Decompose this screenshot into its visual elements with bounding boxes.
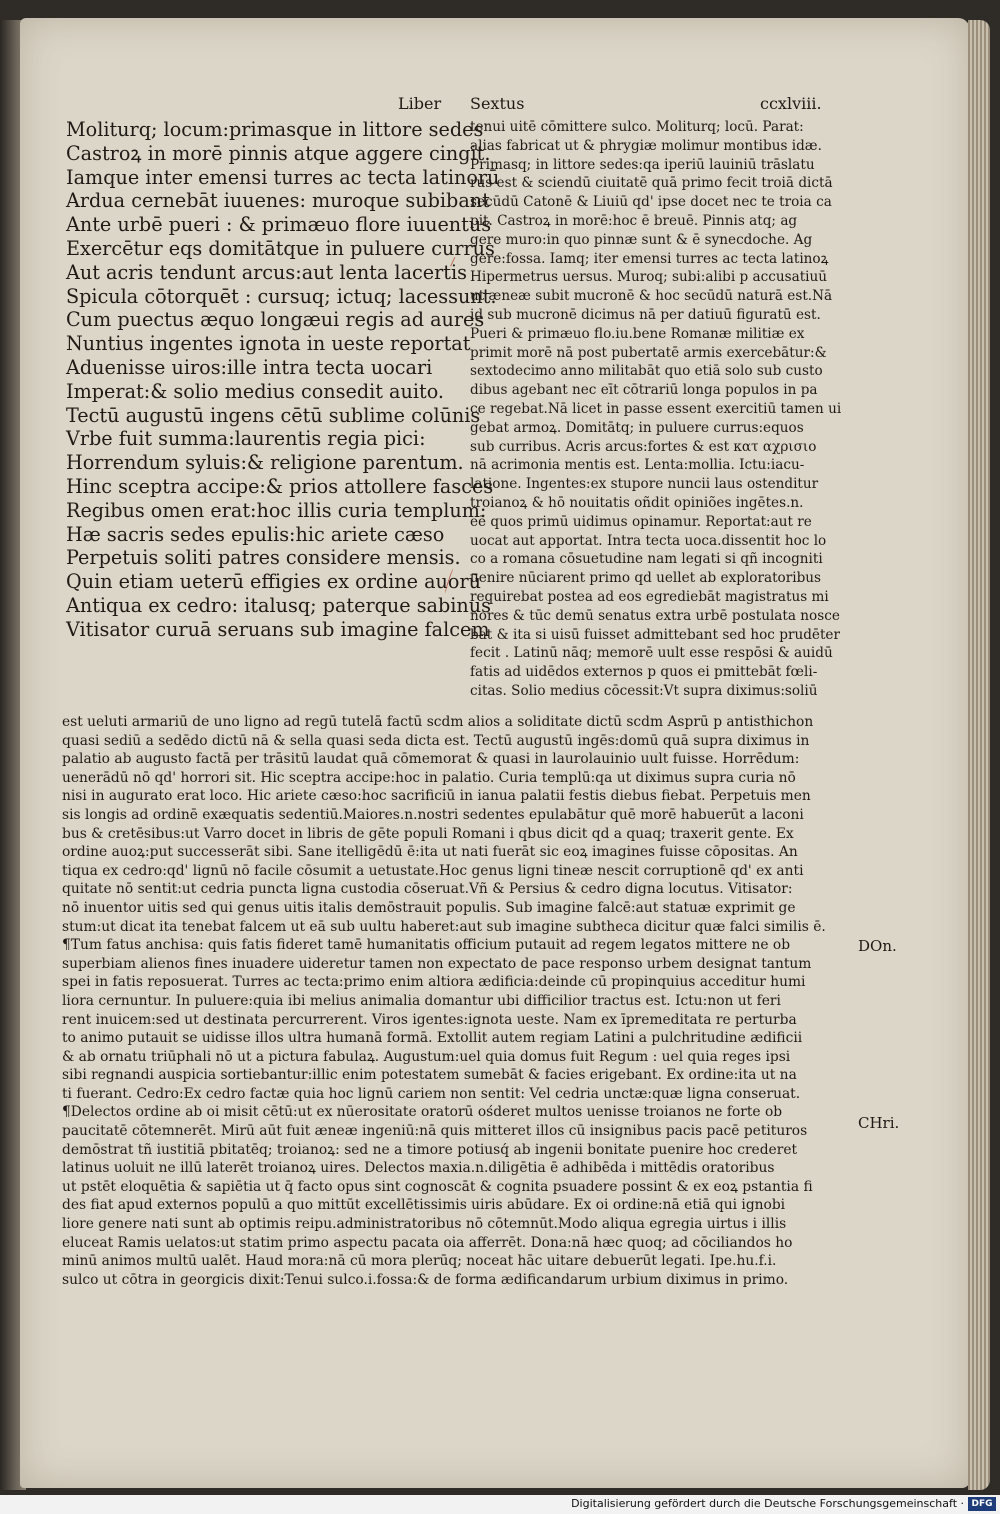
commentary-line: Hipermetrus uersus. Muroq; subi:alibi p accusatiuū — [470, 269, 828, 286]
commentary-line: gere:fossa. Iamq; iter emensi turres ac tecta latinoꝝ — [470, 250, 829, 267]
commentary-line: bat & ita si uisū fuisset admittebant sed hoc prudēter — [470, 626, 840, 643]
verse-line: Spicula cōtorquēt : cursuq; ictuq; lacessunt. — [66, 284, 497, 308]
commentary-line: citas. Solio medius cōcessit:Vt supra diximus:soliū — [470, 682, 818, 699]
commentary-line: rus est & sciendū ciuitatē quā primo fecit troiā dictā — [470, 175, 833, 192]
commentary-line: ut pstēt eloquētia & sapiētia ut q̄ facto opus sint cognoscāt & cognita psuadere possint & ex eoꝝ pstantia fi — [62, 1178, 813, 1195]
commentary-line: secūdū Catonē & Liuiū qd' ipse docet nec te troia ca — [470, 194, 832, 211]
folio-number: ccxlviii. — [760, 94, 822, 113]
verse-line: Antiqua ex cedro: italusq; paterque sabinus — [66, 593, 491, 617]
commentary-line: nā acrimonia mentis est. Lenta:mollia. Ictu:iacu- — [470, 457, 805, 474]
verse-line: Imperat:& solio medius consedit auito. — [66, 379, 445, 403]
commentary-line: liore genere nati sunt ab optimis reipu.administratoribus nō cōtemnūt.Modo aliqua egregia uirtus i illis — [62, 1216, 787, 1233]
commentary-line: uenerādū nō qd' horrori sit. Hic sceptra accipe:hoc in palatio. Curia templū:qa ut diximus supra curia nō — [62, 769, 796, 786]
commentary-line: quasi sediū a sedēdo dictū nā & sella quasi seda dicta est. Tectū augustū ingēs:domū quā supra diximus in — [62, 732, 810, 749]
commentary-line: demōstrat tñ iustitiā pbitatēq; troianoꝝ: sed ne a timore potiusq́ ab ingenii bonitate puenire hoc crederet — [62, 1141, 798, 1158]
verse-line: Hæ sacris sedes epulis:hic ariete cæso — [66, 522, 445, 546]
footer-credit: Digitalisierung gefördert durch die Deutsche Forschungsgemeinschaft · — [571, 1497, 964, 1510]
verse-line: Perpetuis soliti patres considere mensis. — [66, 546, 461, 570]
verse-line: Castroꝝ in morē pinnis atque aggere cingit. — [66, 141, 491, 165]
commentary-line: fecit . Latinū nāq; memorē uult esse respōsi & auidū — [470, 645, 833, 662]
commentary-line: sub curribus. Acris arcus:fortes & est κατ αχρισιο — [470, 438, 817, 455]
verse-line: Exercētur eqs domitātque in puluere currus — [66, 236, 495, 260]
verse-line: Vitisator curuā seruans sub imagine falcem — [66, 617, 490, 641]
verse-line: Iamque inter emensi turres ac tecta latinorū — [66, 165, 500, 189]
commentary-line: superbiam alienos fines inuadere uideretur tamen non expectato de pace responso urbem designat tantum — [62, 955, 812, 972]
commentary-line: sextodecimo anno militabāt quo etiā solo sub custo — [470, 363, 823, 380]
commentary-line: to animo putauit se uidisse illos ultra humanā formā. Extollit autem regiam Latini a pulchritudine ædificii — [62, 1030, 803, 1047]
commentary-line: primit morē nā post pubertatē armis exercebātur:& — [470, 344, 827, 361]
commentary-line: Pueri & primæuo flo.iu.bene Romanæ militiæ ex — [470, 325, 805, 342]
commentary-line: ti fuerant. Cedro:Ex cedro factæ quia hoc lignū cariem non sentit: Vel cedria unctæ:quæ ligna conseruat. — [62, 1085, 801, 1102]
running-head-sextus: Sextus — [470, 94, 525, 113]
verse-line: Ante urbē pueri : & primæuo flore iuuentus — [66, 213, 492, 237]
commentary-line: est ueluti armariū de uno ligno ad regū tutelā factū scdm alios a soliditate dictū scdm Asprū p antisthichon — [62, 714, 814, 730]
margin-note-chri: CHri. — [858, 1114, 900, 1132]
dfg-logo: DFG — [968, 1497, 996, 1511]
verse-line: Tectū augustū ingens cētū sublime colūnis — [66, 403, 481, 427]
verse-line: Quin etiam ueterū effigies ex ordine auorū — [66, 570, 481, 594]
commentary-line: co a romana cōsuetudine nam legati si qñ incogniti — [470, 551, 823, 568]
footer-bar — [0, 1495, 1000, 1514]
commentary-line: Primasq; in littore sedes:qa iperiū lauiniū trāslatu — [470, 156, 815, 173]
verse-line: Vrbe fuit summa:laurentis regia pici: — [66, 427, 426, 451]
commentary-line: sibi regnandi auspicia sortiebantur:illic enim potestatem sumebāt & facies erigebant. Ex ordine:ita ut na — [62, 1067, 797, 1084]
verse-line: Aut acris tendunt arcus:aut lenta lacertis — [66, 260, 467, 284]
commentary-column-top — [470, 118, 850, 701]
commentary-line: requirebat postea ad eos egrediebāt magistratus mi — [470, 588, 829, 605]
commentary-line: ce regebat.Nā licet in passe essent exercitiū tamen ui — [470, 400, 842, 417]
commentary-line: latinus uoluit ne illū laterēt troianoꝝ uires. Delectos maxia.n.diligētia ē adhibēda i mittēdis oratoribus — [62, 1160, 775, 1177]
commentary-line: spei in fatis reposuerat. Turres ac tecta:primo enim altiora ædificia:deinde cū propinquius acceditur humi — [62, 974, 806, 991]
commentary-line: nō inuentor uitis sed qui genus uitis italis demōstrauit populis. Sub imagine falcē:aut statuæ exprimit ge — [62, 899, 796, 916]
commentary-full-width — [62, 713, 862, 1289]
verse-column — [66, 118, 500, 642]
commentary-line: nisi in augurato erat loco. Hic ariete cæso:hoc sacrificiū in ianua palatii festis diebus fiebat. Perpetuis men — [62, 788, 811, 805]
page-edges — [968, 20, 990, 1490]
commentary-line: ¶Tum fatus anchisa: quis fatis fideret tamē humanitatis officium putauit ad regem legatos mittere ne ob — [62, 937, 791, 954]
commentary-line: bus & cretēsibus:ut Varro docet in libris de gēte populi Romani i qbus dicit qd a quaq; traxerit gente. Ex — [62, 825, 794, 842]
verse-line: Cum puectus æquo longæui regis ad aures — [66, 308, 485, 332]
verse-line: Nuntius ingentes ignota in ueste reportat — [66, 332, 471, 356]
verse-line: Ardua cernebāt iuuenes: muroque subibant — [66, 189, 490, 213]
commentary-line: minū animos multū ualēt. Haud mora:nā cū mora plerūq; noceat hāc uitare debuerūt legati. Ipe.hu.f.i. — [62, 1253, 777, 1270]
commentary-line: alias fabricat ut & phrygiæ molimur montibus idæ. — [470, 137, 822, 154]
commentary-line: des fiat apud externos populū a quo mittūt excellētissimis uiris abūdare. Ex oi ordine:nā etiā qui ignobi — [62, 1197, 786, 1214]
commentary-line: gere muro:in quo pinnæ sunt & ē synecdoche. Ag — [470, 231, 813, 248]
commentary-line: ¶Delectos ordine ab oi misit cētū:ut ex nūerositate oratorū ośderet multos uenisse troianos ne forte ob — [62, 1104, 783, 1121]
commentary-line: uocat aut apportat. Intra tecta uoca.dissentit hoc lo — [470, 532, 827, 549]
verse-line: Hinc sceptra accipe:& prios attollere fasces — [66, 474, 494, 498]
running-head-liber: Liber — [398, 94, 442, 113]
commentary-line: liora cernuntur. In puluere:quia ibi melius animalia domantur ubi difficilior tractus est. Ictu:non ut feri — [62, 992, 781, 1009]
commentary-line: troianoꝝ & hō nouitatis oñdit opiniões ingētes.n. — [470, 494, 804, 511]
verse-line: Moliturq; locum:primasque in littore sedes — [66, 118, 484, 141]
commentary-line: nores & tūc demū senatus extra urbē postulata nosce — [470, 607, 840, 624]
commentary-line: ordine auoꝝ:put successerāt sibi. Sane itelligēdū ē:ita ut nati fuerāt sic eoꝝ imagines fuisse cōpositas. An — [62, 844, 798, 861]
commentary-line: sulco ut cōtra in georgicis dixit:Tenui sulco.i.fossa:& de forma ædificandarum urbium diximus in primo. — [62, 1271, 789, 1288]
commentary-line: rent inuicem:sed ut destinata percurrerent. Viros igentes:ignota ueste. Nam ex īpremeditata re perturba — [62, 1011, 797, 1028]
verse-line: Aduenisse uiros:ille intra tecta uocari — [66, 355, 433, 379]
commentary-line: ut æneæ subit mucronē & hoc secūdū naturā est.Nā — [470, 288, 833, 305]
commentary-line: fatis ad uidēdos externos p quos ei pmittebāt fœli- — [470, 664, 818, 681]
commentary-line: dibus agebant nec eīt cōtrariū longa populos in pa — [470, 382, 818, 399]
commentary-line: eluceat Ramis uelatos:ut statim primo aspectu pacata oia afferrēt. Dona:nā hæc quoq; ad cōciliandos ho — [62, 1234, 793, 1251]
margin-note-don: DOn. — [858, 937, 897, 955]
commentary-line: gebat armoꝝ. Domitātq; in puluere currus:equos — [470, 419, 804, 436]
verse-line: Horrendum syluis:& religione parentum. — [66, 451, 464, 475]
commentary-line: palatio ab augusto factā per trāsitū laudat quā cōmemorat & quasi in laurolauinio uult fuisse. Horrēdum: — [62, 751, 800, 768]
commentary-line: quitate nō sentit:ut cedria puncta ligna custodia cōseruat.Vñ & Persius & cedro digna locutus. Vitisator: — [62, 881, 793, 898]
commentary-line: latione. Ingentes:ex stupore nuncii laus ostenditur — [470, 476, 819, 493]
verse-line: Regibus omen erat:hoc illis curia templum: — [66, 498, 487, 522]
commentary-line: tiqua ex cedro:qd' lignū nō facile cōsumit a uetustate.Hoc genus ligni tineæ nescit corruptionē qd' ex anti — [62, 862, 804, 879]
commentary-line: uenire nūciarent primo qd uellet ab exploratoribus — [470, 570, 822, 587]
commentary-line: pit. Castroꝝ in morē:hoc ē breuē. Pinnis atq; ag — [470, 212, 798, 229]
commentary-line: tenui uitē cōmittere sulco. Moliturq; locū. Parat: — [470, 119, 804, 135]
commentary-line: & ab ornatu triūphali nō ut a pictura fabulaꝝ. Augustum:uel quia domus fuit Regum : uel quia reges ipsi — [62, 1048, 791, 1065]
commentary-line: sis longis ad ordinē exæquatis sedentiū.Maiores.n.nostri sedentes epulabātur quē morē habuerūt a laconi — [62, 806, 804, 823]
commentary-line: stum:ut dicat ita tenebat falcem ut eā sub uultu haberet:aut sub imagine subtheca dicitur quæ falci similis ē. — [62, 918, 826, 935]
commentary-line: id sub mucronē dicimus nā per datiuū figuratū est. — [470, 306, 821, 323]
commentary-line: paucitatē cōtemnerēt. Mirū aūt fuit æneæ ingeniū:nā quis mitteret illos cū insignibus pacis pacē petituros — [62, 1123, 808, 1140]
commentary-line: eē quos primū uidimus opinamur. Reportat:aut re — [470, 513, 812, 530]
